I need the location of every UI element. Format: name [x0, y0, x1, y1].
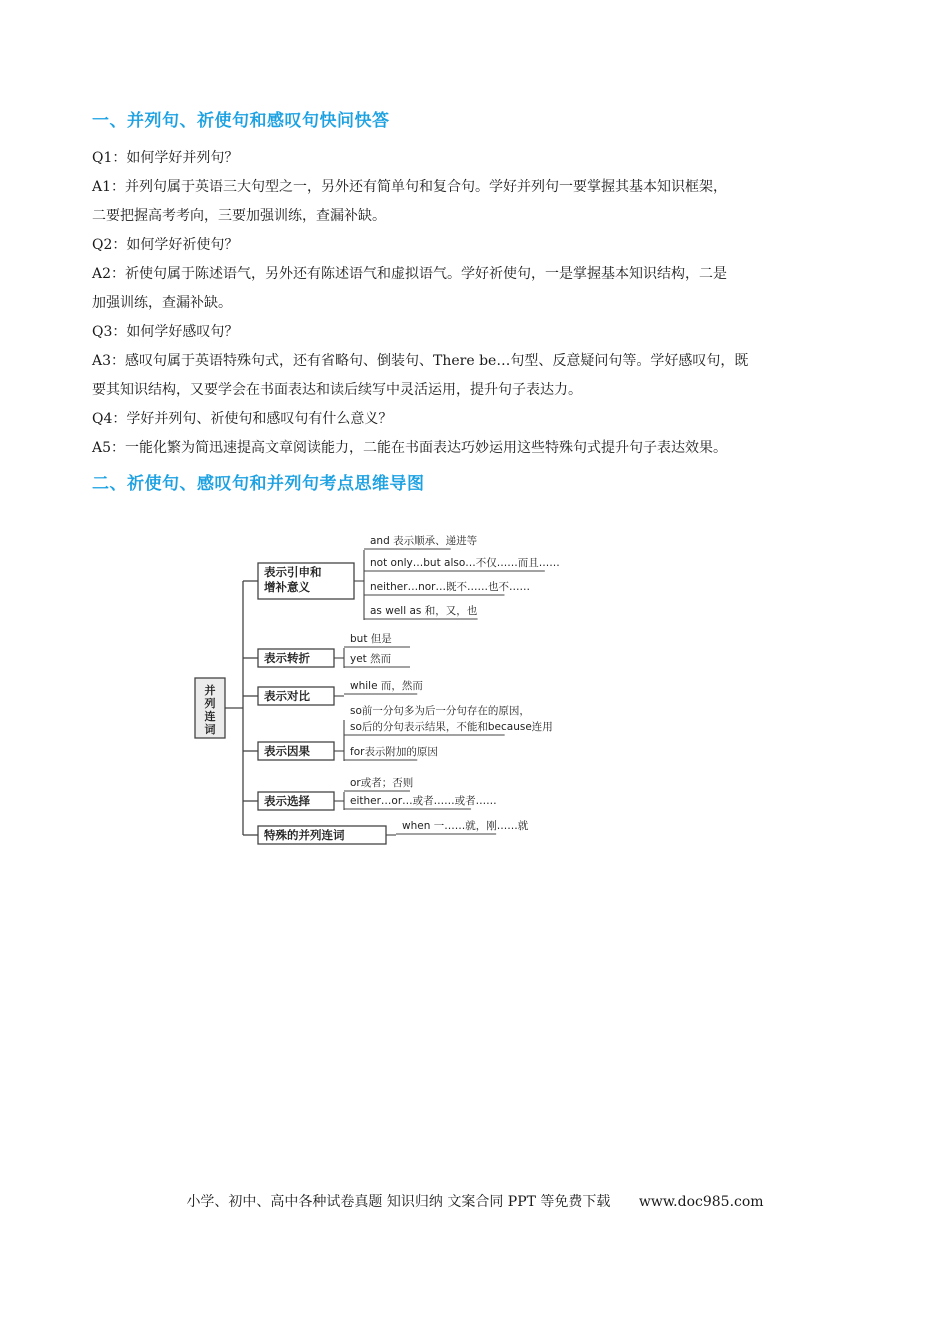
qa-line: A1：并列句属于英语三大句型之一，另外还有简单句和复合句。学好并列句一要掌握其基本知识框架，	[92, 179, 728, 195]
qa-line: A3：感叹句属于英语特殊句式，还有省略句、倒装句、There be…句型、反意疑问句等。学好感叹句，既	[92, 353, 749, 369]
leaf-label: or或者；否则	[350, 777, 414, 789]
leaf-label: yet 然而	[350, 653, 392, 665]
leaf-label: so前一分句多为后一分句存在的原因，	[350, 705, 530, 717]
qa-line: Q3：如何学好感叹句？	[92, 324, 239, 340]
qa-line: A5：一能化繁为简迅速提高文章阅读能力，二能在书面表达巧妙运用这些特殊句式提升句子表达效果。	[92, 440, 728, 456]
qa-line: Q2：如何学好祈使句？	[92, 237, 239, 253]
root-char: 连	[204, 710, 216, 723]
branch-label: 增补意义	[264, 580, 310, 594]
section1-title: 一、并列句、祈使句和感叹句快问快答	[92, 111, 390, 131]
mind-map	[190, 530, 690, 860]
branch-label: 表示选择	[264, 794, 310, 808]
qa-line: Q1：如何学好并列句？	[92, 150, 239, 166]
branch-label: 表示对比	[264, 689, 310, 703]
leaf-label: when 一……就，刚……就	[402, 820, 529, 832]
branch-label: 表示因果	[264, 744, 310, 758]
qa-line: 加强训练，查漏补缺。	[92, 295, 232, 311]
leaf-label: for表示附加的原因	[350, 746, 438, 758]
leaf-label: not only…but also…不仅……而且……	[370, 557, 560, 569]
leaf-label: neither…nor…既不……也不……	[370, 581, 530, 593]
leaf-label: either…or…或者……或者……	[350, 795, 497, 807]
leaf-label: and 表示顺承、递进等	[370, 535, 478, 547]
leaf-label: so后的分句表示结果，不能和because连用	[350, 721, 553, 733]
footer	[0, 1191, 950, 1211]
section2-title: 二、祈使句、感叹句和并列句考点思维导图	[92, 474, 425, 494]
qa-line: Q4：学好并列句、祈使句和感叹句有什么意义？	[92, 411, 393, 427]
branch-label: 表示引申和	[264, 565, 322, 579]
qa-line: 要其知识结构，又要学会在书面表达和读后续写中灵活运用，提升句子表达力。	[92, 382, 582, 398]
leaf-label: but 但是	[350, 633, 392, 645]
footer-url: www.doc985.com	[638, 1194, 764, 1210]
qa-block	[92, 144, 862, 463]
branch-label: 表示转折	[264, 651, 310, 665]
root-char: 并	[204, 684, 216, 697]
root-char: 词	[204, 723, 216, 736]
branch-label: 特殊的并列连词	[264, 828, 345, 842]
leaf-label: as well as 和，又，也	[370, 605, 478, 617]
qa-line: A2：祈使句属于陈述语气，另外还有陈述语气和虚拟语气。学好祈使句，一是掌握基本知识结构，二是	[92, 266, 728, 282]
leaf-label: while 而，然而	[350, 680, 423, 692]
root-char: 列	[204, 697, 216, 710]
footer-text: 小学、初中、高中各种试卷真题 知识归纳 文案合同 PPT 等免费下载	[186, 1194, 611, 1210]
qa-line: 二要把握高考考向，三要加强训练，查漏补缺。	[92, 208, 386, 224]
